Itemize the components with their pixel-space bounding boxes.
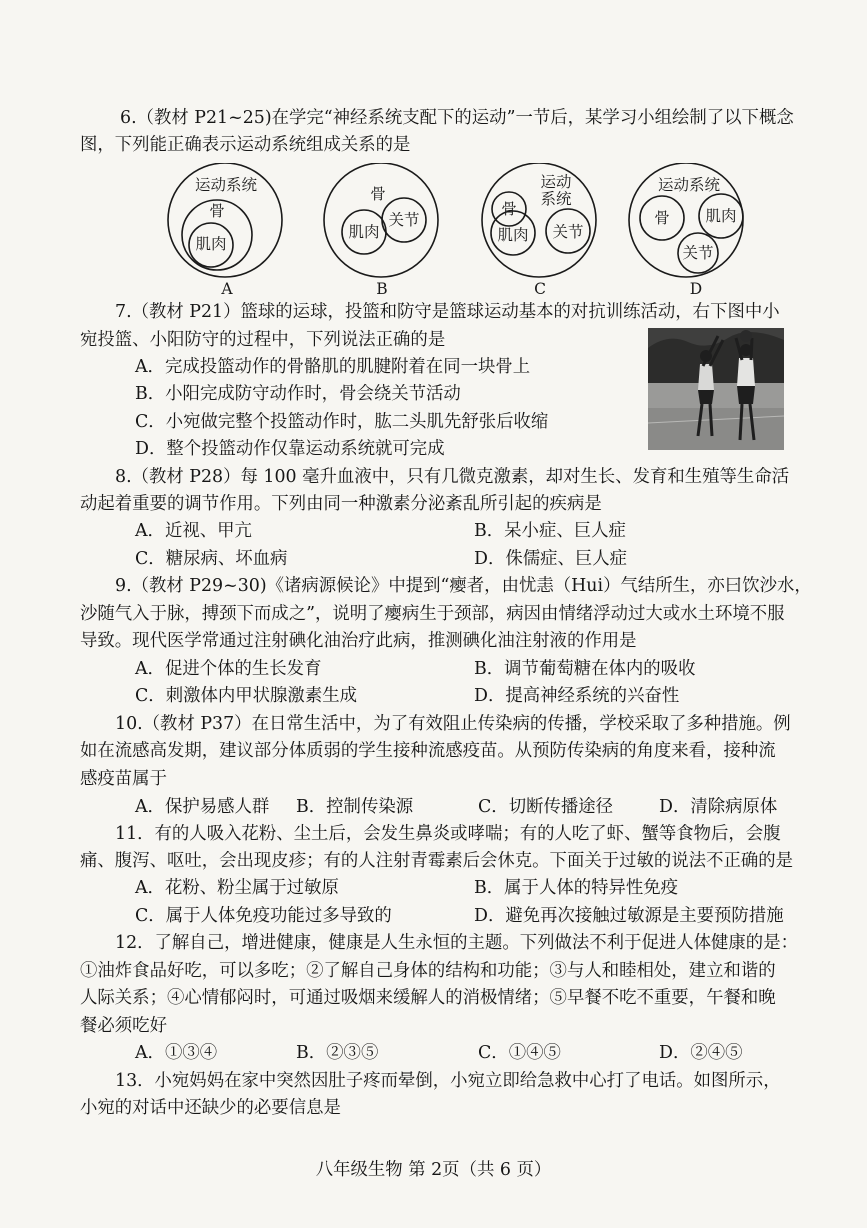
q9-option-c: C．刺激体内甲状腺激素生成	[135, 686, 357, 706]
q12-option-b: B．②③⑤	[296, 1043, 379, 1063]
q10-line-2: 如在流感高发期，建议部分体质弱的学生接种流感疫苗。从预防传染病的角度来看，接种流	[80, 741, 776, 761]
q8-line-1: 8.（教材 P28）每 100 毫升血液中，只有几微克激素，却对生长、发育和生殖等生命活	[115, 467, 790, 487]
q9-line-1: 9.（教材 P29~30)《诸病源候论》中提到“瘿者，由忧恚（Hui）气结所生，亦曰饮沙水，	[115, 576, 812, 596]
q9-option-d: D．提高神经系统的兴奋性	[474, 686, 680, 706]
diagram-c-bone-label: 骨	[501, 200, 517, 218]
q12-option-d: D．②④⑤	[659, 1043, 743, 1063]
q6-line-2: 图，下列能正确表示运动系统组成关系的是	[80, 135, 411, 155]
q12-line-1: 12．了解自己，增进健康，健康是人生永恒的主题。下列做法不利于促进人体健康的是：	[115, 933, 798, 953]
q10-option-d: D．清除病原体	[659, 797, 778, 817]
q10-line-1: 10.（教材 P37）在日常生活中，为了有效阻止传染病的传播，学校采取了多种措施。例	[115, 714, 791, 734]
diagram-a-system-label: 运动系统	[194, 176, 258, 194]
q11-option-a: A．花粉、粉尘属于过敏原	[135, 878, 339, 898]
diagram-a-letter: A	[221, 280, 233, 298]
q7-option-a: A．完成投篮动作的骨骼肌的肌腱附着在同一块骨上	[135, 357, 531, 377]
diagram-b-joint-label: 关节	[388, 211, 420, 229]
q11-option-c: C．属于人体免疫功能过多导致的	[135, 906, 392, 926]
q6-line-1: 6.（教材 P21~25)在学完“神经系统支配下的运动”一节后，某学习小组绘制了以下概念	[120, 108, 794, 128]
q8-line-2: 动起着重要的调节作用。下列由同一种激素分泌紊乱所引起的疾病是	[80, 494, 602, 514]
q12-line-3: 人际关系；④心情郁闷时，可通过吸烟来缓解人的消极情绪；⑤早餐不吃不重要，午餐和晚	[80, 988, 776, 1008]
diagram-a-bone-label: 骨	[209, 202, 225, 220]
q7-line-1: 7.（教材 P21）篮球的运球，投篮和防守是篮球运动基本的对抗训练活动，右下图中小	[115, 302, 780, 322]
diagram-c-muscle-label: 肌肉	[497, 226, 529, 244]
diagram-c-letter: C	[534, 280, 546, 298]
diagram-d-letter: D	[689, 280, 703, 298]
q9-option-a: A．促进个体的生长发育	[135, 659, 322, 679]
q12-option-a: A．①③④	[135, 1043, 218, 1063]
diagram-a-muscle-label: 肌肉	[195, 235, 227, 253]
q9-line-3: 导致。现代医学常通过注射碘化油治疗此病，推测碘化油注射液的作用是	[80, 631, 637, 651]
q11-line-1: 11．有的人吸入花粉、尘土后，会发生鼻炎或哮喘；有的人吃了虾、蟹等食物后，会腹	[115, 824, 781, 844]
diagram-b-outer-circle	[324, 163, 438, 277]
q7-option-b: B．小阳完成防守动作时，骨会绕关节活动	[135, 384, 461, 404]
q13-line-1: 13．小宛妈妈在家中突然因肚子疼而晕倒，小宛立即给急救中心打了电话。如图所示，	[115, 1071, 781, 1091]
q11-option-b: B．属于人体的特异性免疫	[474, 878, 679, 898]
q10-option-b: B．控制传染源	[296, 797, 414, 817]
diagram-d-joint-label: 关节	[682, 244, 714, 262]
q10-line-3: 感疫苗属于	[80, 769, 167, 789]
q8-option-b: B．呆小症、巨人症	[474, 521, 626, 541]
q7-line-2: 宛投篮、小阳防守的过程中，下列说法正确的是	[80, 330, 446, 350]
q10-option-a: A．保护易感人群	[135, 797, 270, 817]
q8-option-a: A．近视、甲亢	[135, 521, 252, 541]
diagram-d-system-label: 运动系统	[657, 176, 721, 194]
q12-option-c: C．①④⑤	[478, 1043, 561, 1063]
q12-line-4: 餐必须吃好	[80, 1016, 167, 1036]
diagram-c-joint-label: 关节	[552, 223, 584, 241]
page-footer: 八年级生物 第 2页（共 6 页）	[315, 1160, 552, 1180]
q7-option-c: C．小宛做完整个投篮动作时，肱二头肌先舒张后收缩	[135, 412, 549, 432]
diagram-d-muscle-label: 肌肉	[705, 207, 737, 225]
q6-concept-diagrams	[0, 163, 867, 298]
diagram-b-muscle-label: 肌肉	[348, 223, 380, 241]
q13-line-2: 小宛的对话中还缺少的必要信息是	[80, 1098, 341, 1118]
diagram-c-system-label-1: 运动	[540, 173, 572, 191]
basketball-photo	[648, 328, 784, 450]
q11-line-2: 痛、腹泻、呕吐，会出现皮疹；有的人注射青霉素后会休克。下面关于过敏的说法不正确的是	[80, 851, 794, 871]
q9-option-b: B．调节葡萄糖在体内的吸收	[474, 659, 696, 679]
q9-line-2: 沙随气入于脉，搏颈下而成之”，说明了瘿病生于颈部，病因由情绪浮动过大或水土环境不服	[80, 604, 785, 624]
q8-option-c: C．糖尿病、坏血病	[135, 549, 288, 569]
diagram-c-outer-circle	[482, 163, 596, 277]
q10-option-c: C．切断传播途径	[478, 797, 614, 817]
q12-line-2: ①油炸食品好吃，可以多吃；②了解自己身体的结构和功能；③与人和睦相处，建立和谐的	[80, 961, 776, 981]
q7-option-d: D．整个投篮动作仅靠运动系统就可完成	[135, 439, 445, 459]
q11-option-d: D．避免再次接触过敏源是主要预防措施	[474, 906, 784, 926]
q8-option-d: D．侏儒症、巨人症	[474, 549, 628, 569]
diagram-d-bone-label: 骨	[654, 209, 670, 227]
diagram-b-bone-label: 骨	[370, 185, 386, 203]
diagram-c-system-label-2: 系统	[540, 190, 572, 208]
diagram-b-letter: B	[376, 280, 388, 298]
